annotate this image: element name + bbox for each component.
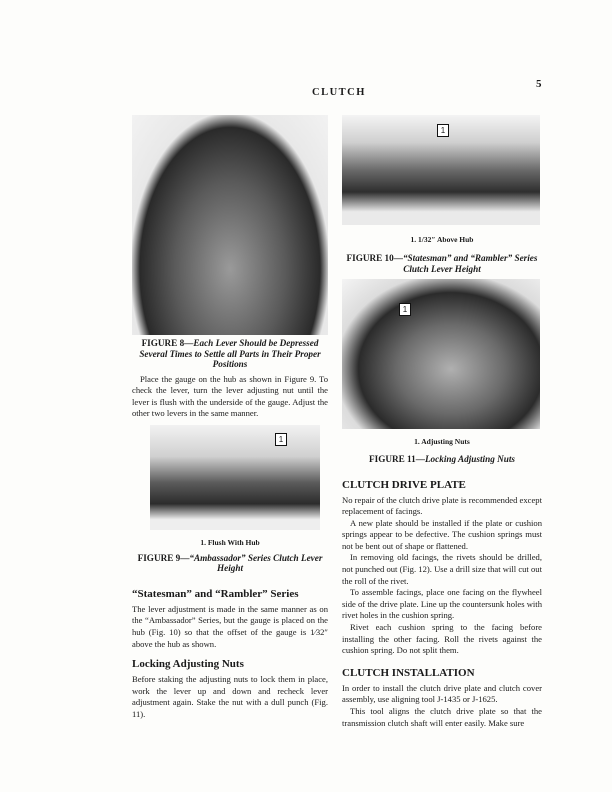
figure-9-label: 1. Flush With Hub xyxy=(200,537,260,547)
callout-1: 1 xyxy=(275,433,287,446)
heading-clutch-installation: CLUTCH INSTALLATION xyxy=(342,666,475,679)
right-column xyxy=(342,0,542,729)
figure-11-caption: FIGURE 11—Locking Adjusting Nuts xyxy=(369,454,515,464)
figure-9-caption: FIGURE 9—“Ambassador” Series Clutch Lever Height xyxy=(137,552,323,574)
heading-locking-nuts: Locking Adjusting Nuts xyxy=(132,658,244,671)
figure-8-caption: FIGURE 8—Each Lever Should be Depressed Several Times to Settle all Parts in Their Proper Positions xyxy=(139,338,321,369)
figure-10-label: 1. 1/32″ Above Hub xyxy=(410,235,474,244)
figure-11-photo xyxy=(342,279,540,429)
figure-9-photo xyxy=(150,425,320,530)
figure-10-photo xyxy=(342,115,540,225)
section-installation-text: In order to install the clutch drive plate and clutch cover assembly, use aligning tool J-1435 or J-1625. This tool aligns the clutch drive plate so that the transmission clutch shaft will enter easily. Make sure xyxy=(342,682,542,728)
paragraph-locking: Before staking the adjusting nuts to lock them in place, work the lever up and down and recheck lever adjustment again. Stake the nut with a dull punch (Fig. 11). xyxy=(132,674,328,720)
figure-11-label: 1. Adjusting Nuts xyxy=(414,437,470,446)
page-header: CLUTCH xyxy=(312,87,366,98)
figure-10-caption: FIGURE 10—“Statesman” and “Rambler” Series Clutch Lever Height xyxy=(346,253,538,274)
paragraph-gauge: Place the gauge on the hub as shown in Figure 9. To check the lever, turn the lever adjusting nut until the lever is flush with the underside of the gauge. Adjust the other two levers in the same manner. xyxy=(132,373,328,419)
callout-1: 1 xyxy=(399,303,411,316)
left-column xyxy=(132,0,328,721)
paragraph-statesman: The lever adjustment is made in the same manner as on the “Ambassador” Series, but the gauge is placed on the hub (Fig. 10) so that the offset of the gauge is 1⁄32″ above the hub as shown. xyxy=(132,603,328,649)
page-number: 5 xyxy=(536,78,542,90)
heading-statesman-rambler: “Statesman” and “Rambler” Series xyxy=(132,587,299,600)
callout-1: 1 xyxy=(437,124,449,137)
section-drive-plate-text: No repair of the clutch drive plate is recommended except replacement of facings. A new plate should be installed if the plate or cushion springs appear to be defective. The cushion springs must not be bent out of shape or flattened. In removing old facings, the rivets should be drilled, not punched out (Fig. 12). Use a drill size that will cut out the roll of the rivet. To assemble facings, place one facing on the flywheel side of the drive plate. Line up the countersunk holes with rivet holes in the cushion spring. Rivet each cushion spring to the facing before installing the other facing. Roll the rivets against the cushion spring. Do not split them. xyxy=(342,494,542,656)
figure-8-photo xyxy=(132,115,328,335)
heading-clutch-drive-plate: CLUTCH DRIVE PLATE xyxy=(342,478,466,491)
